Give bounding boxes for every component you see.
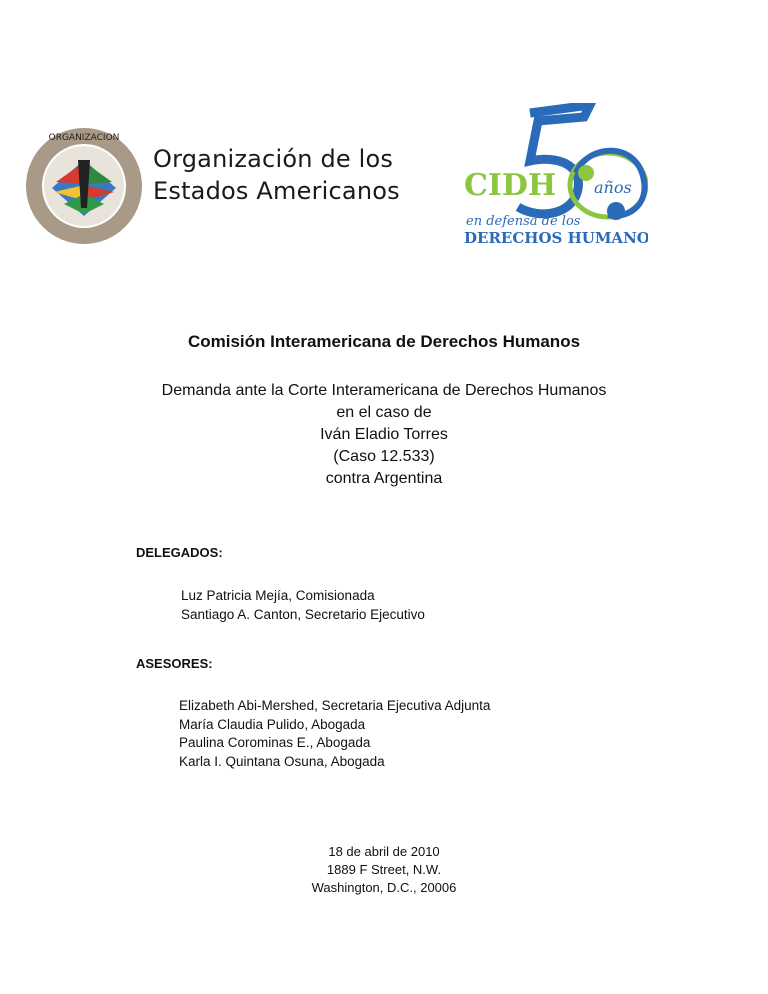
document-title: Comisión Interamericana de Derechos Humanos xyxy=(187,332,581,351)
cidh-subtitle: DERECHOS HUMANOS xyxy=(464,229,648,247)
asesor-name: Elizabeth Abi-Mershed, Secretaria Ejecutiva Adjunta xyxy=(179,698,491,713)
document-footer xyxy=(0,843,768,897)
subtitle-line: Demanda ante la Corte Interamericana de Derechos Humanos xyxy=(161,382,607,399)
asesor-name: María Claudia Pulido, Abogada xyxy=(179,716,366,732)
cidh-50-logo xyxy=(458,103,648,248)
subtitle-line: contra Argentina xyxy=(325,470,443,487)
cidh-years: años xyxy=(594,178,632,197)
asesor-name: Karla I. Quintana Osuna, Abogada xyxy=(179,753,385,769)
footer-street: 1889 F Street, N.W. xyxy=(326,862,442,877)
subtitle-line: Iván Eladio Torres xyxy=(320,426,448,443)
oas-name-line2: Estados Americanos xyxy=(153,177,400,205)
seal-ring-text: ORGANIZACION xyxy=(48,133,120,143)
asesores-label: ASESORES: xyxy=(136,656,213,671)
delegados-label: DELEGADOS: xyxy=(136,545,223,560)
delegado-name: Santiago A. Canton, Secretario Ejecutivo xyxy=(181,606,425,622)
subtitle-line: en el caso de xyxy=(336,404,432,421)
footer-city: Washington, D.C., 20006 xyxy=(311,880,457,895)
document-subtitle xyxy=(0,380,768,490)
asesores-list xyxy=(179,697,490,771)
cidh-acronym: CIDH xyxy=(464,168,557,203)
oas-name-line1: Organización de los xyxy=(153,145,394,173)
asesor-name: Paulina Corominas E., Abogada xyxy=(179,735,371,750)
cidh-tagline: en defensa de los xyxy=(466,214,581,229)
oas-name xyxy=(153,143,400,207)
oas-seal-logo xyxy=(24,126,144,246)
delegados-list xyxy=(181,587,425,624)
subtitle-line: (Caso 12.533) xyxy=(333,448,435,465)
footer-date: 18 de abril de 2010 xyxy=(328,844,440,859)
delegado-name: Luz Patricia Mejía, Comisionada xyxy=(181,588,375,603)
